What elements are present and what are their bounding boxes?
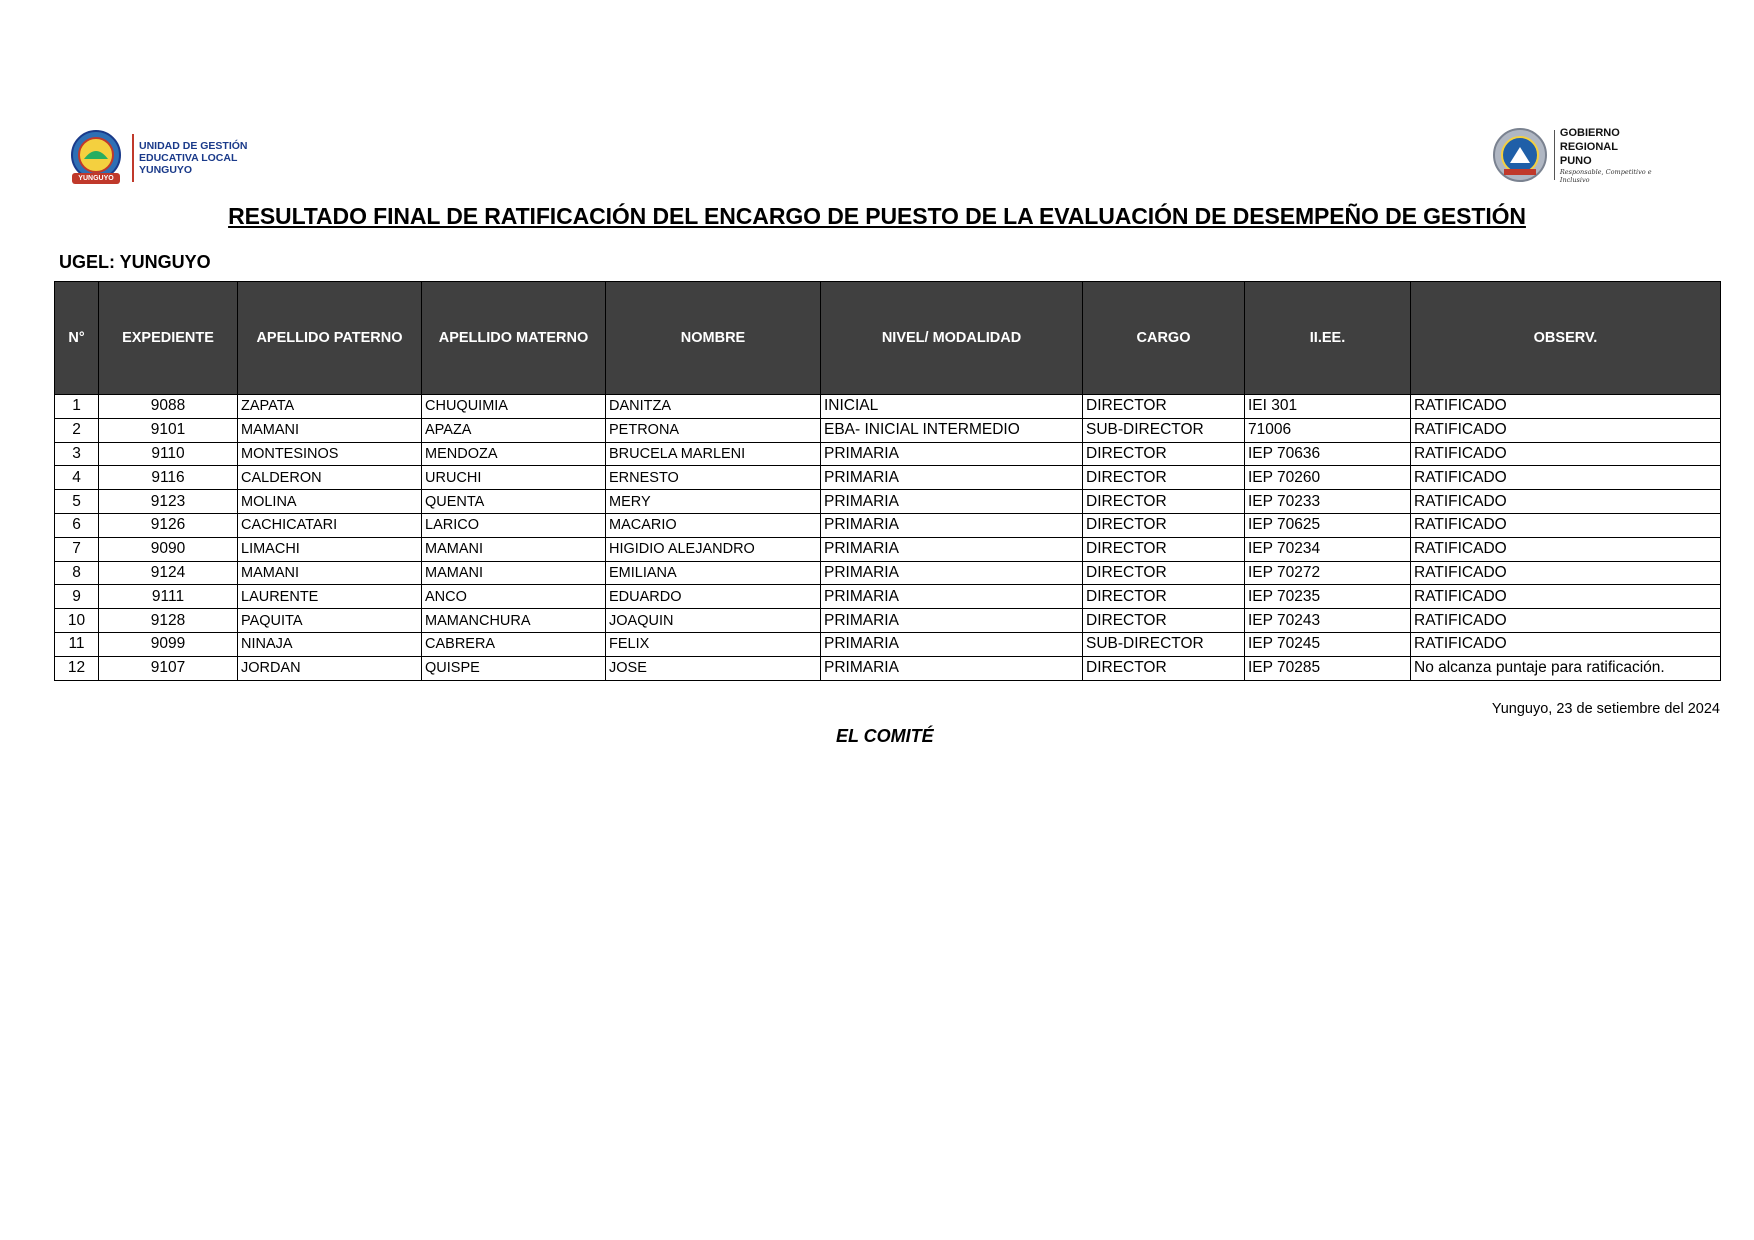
cell-n: 10 [55,609,99,633]
date-line: Yunguyo, 23 de setiembre del 2024 [1491,701,1720,717]
cell-iiee: IEP 70285 [1245,656,1411,680]
cell-iiee: IEP 70233 [1245,490,1411,514]
cell-n: 9 [55,585,99,609]
cell-cargo: DIRECTOR [1083,561,1245,585]
cell-iiee: 71006 [1245,418,1411,442]
table-row [55,656,1721,680]
results-table [54,281,1721,681]
cell-apellido-paterno: MAMANI [238,418,422,442]
cell-apellido-materno: LARICO [422,513,606,537]
gobierno-logo-line-2: REGIONAL [1559,141,1618,153]
col-header-observ: OBSERV. [1411,282,1721,395]
cell-nombre: PETRONA [606,418,821,442]
cell-apellido-paterno: PAQUITA [238,609,422,633]
cell-nivel-modalidad: PRIMARIA [821,537,1083,561]
cell-nivel-modalidad: EBA- INICIAL INTERMEDIO [821,418,1083,442]
cell-expediente: 9126 [99,513,238,537]
cell-nombre: ERNESTO [606,466,821,490]
cell-nombre: MACARIO [606,513,821,537]
cell-apellido-materno: APAZA [422,418,606,442]
cell-n: 3 [55,442,99,466]
cell-observ: RATIFICADO [1411,632,1721,656]
cell-iiee: IEP 70272 [1245,561,1411,585]
table-row [55,632,1721,656]
cell-cargo: DIRECTOR [1083,466,1245,490]
cell-nombre: JOSE [606,656,821,680]
table-row [55,395,1721,419]
cell-apellido-paterno: MOLINA [238,490,422,514]
cell-expediente: 9116 [99,466,238,490]
gobierno-logo-line-1: GOBIERNO [1559,127,1620,139]
cell-expediente: 9123 [99,490,238,514]
cell-nivel-modalidad: PRIMARIA [821,466,1083,490]
table-row [55,561,1721,585]
cell-nivel-modalidad: PRIMARIA [821,656,1083,680]
cell-apellido-paterno: CACHICATARI [238,513,422,537]
ugel-logo [66,128,266,188]
col-header-expediente: EXPEDIENTE [99,282,238,395]
cell-observ: RATIFICADO [1411,395,1721,419]
cell-apellido-paterno: MAMANI [238,561,422,585]
ugel-label: UGEL: YUNGUYO [59,252,211,272]
col-header-apellido-materno: APELLIDO MATERNO [422,282,606,395]
cell-nivel-modalidad: PRIMARIA [821,561,1083,585]
cell-nivel-modalidad: PRIMARIA [821,585,1083,609]
cell-nombre: DANITZA [606,395,821,419]
cell-nombre: HIGIDIO ALEJANDRO [606,537,821,561]
cell-observ: No alcanza puntaje para ratificación. [1411,656,1721,680]
cell-apellido-materno: CHUQUIMIA [422,395,606,419]
cell-observ: RATIFICADO [1411,490,1721,514]
cell-apellido-paterno: MONTESINOS [238,442,422,466]
gobierno-logo-slogan: Responsable, Competitivo e Inclusivo [1559,168,1652,184]
cell-observ: RATIFICADO [1411,609,1721,633]
cell-expediente: 9110 [99,442,238,466]
cell-nivel-modalidad: PRIMARIA [821,490,1083,514]
col-header-cargo: CARGO [1083,282,1245,395]
ugel-seal-ribbon-text: YUNGUYO [78,175,114,182]
table-body [55,395,1721,681]
cell-expediente: 9088 [99,395,238,419]
table-row [55,490,1721,514]
cell-observ: RATIFICADO [1411,537,1721,561]
gobierno-logo-line-3: PUNO [1559,155,1592,167]
cell-expediente: 9124 [99,561,238,585]
cell-apellido-materno: MAMANI [422,561,606,585]
cell-nombre: JOAQUIN [606,609,821,633]
cell-cargo: DIRECTOR [1083,585,1245,609]
table-header-row [55,282,1721,395]
cell-apellido-paterno: JORDAN [238,656,422,680]
cell-apellido-paterno: LIMACHI [238,537,422,561]
table-row [55,609,1721,633]
table-row [55,585,1721,609]
cell-nombre: BRUCELA MARLENI [606,442,821,466]
cell-apellido-materno: CABRERA [422,632,606,656]
cell-apellido-paterno: LAURENTE [238,585,422,609]
cell-nivel-modalidad: PRIMARIA [821,442,1083,466]
cell-nivel-modalidad: INICIAL [821,395,1083,419]
cell-expediente: 9101 [99,418,238,442]
table-row [55,442,1721,466]
ugel-seal-icon [66,129,126,187]
cell-nombre: FELIX [606,632,821,656]
cell-observ: RATIFICADO [1411,585,1721,609]
cell-expediente: 9107 [99,656,238,680]
cell-nombre: MERY [606,490,821,514]
cell-apellido-paterno: CALDERON [238,466,422,490]
cell-apellido-materno: URUCHI [422,466,606,490]
cell-nivel-modalidad: PRIMARIA [821,513,1083,537]
cell-observ: RATIFICADO [1411,561,1721,585]
table-row [55,513,1721,537]
cell-cargo: DIRECTOR [1083,442,1245,466]
cell-iiee: IEI 301 [1245,395,1411,419]
cell-iiee: IEP 70636 [1245,442,1411,466]
table-row [55,418,1721,442]
cell-n: 2 [55,418,99,442]
cell-observ: RATIFICADO [1411,466,1721,490]
cell-n: 8 [55,561,99,585]
col-header-nombre: NOMBRE [606,282,821,395]
gobierno-regional-seal-icon [1490,125,1550,185]
col-header-apellido-paterno: APELLIDO PATERNO [238,282,422,395]
cell-apellido-materno: QUENTA [422,490,606,514]
gobierno-logo-text [1560,126,1670,184]
cell-nombre: EMILIANA [606,561,821,585]
cell-n: 4 [55,466,99,490]
cell-iiee: IEP 70234 [1245,537,1411,561]
cell-iiee: IEP 70235 [1245,585,1411,609]
cell-apellido-materno: MAMANCHURA [422,609,606,633]
cell-apellido-materno: ANCO [422,585,606,609]
cell-n: 1 [55,395,99,419]
cell-cargo: SUB-DIRECTOR [1083,632,1245,656]
committee-signature: EL COMITÉ [836,726,934,746]
cell-iiee: IEP 70243 [1245,609,1411,633]
cell-apellido-paterno: NINAJA [238,632,422,656]
cell-expediente: 9111 [99,585,238,609]
ugel-logo-divider [132,134,134,182]
col-header-n: N° [55,282,99,395]
cell-apellido-materno: MENDOZA [422,442,606,466]
cell-n: 11 [55,632,99,656]
cell-n: 5 [55,490,99,514]
ugel-logo-line-3: YUNGUYO [139,164,193,176]
cell-n: 6 [55,513,99,537]
cell-iiee: IEP 70245 [1245,632,1411,656]
ugel-logo-text [139,140,248,176]
cell-expediente: 9099 [99,632,238,656]
cell-cargo: DIRECTOR [1083,395,1245,419]
cell-apellido-paterno: ZAPATA [238,395,422,419]
cell-observ: RATIFICADO [1411,442,1721,466]
cell-nivel-modalidad: PRIMARIA [821,609,1083,633]
cell-observ: RATIFICADO [1411,513,1721,537]
table-row [55,537,1721,561]
cell-cargo: DIRECTOR [1083,513,1245,537]
cell-n: 7 [55,537,99,561]
cell-iiee: IEP 70625 [1245,513,1411,537]
gobierno-regional-logo [1490,124,1670,186]
cell-iiee: IEP 70260 [1245,466,1411,490]
col-header-iiee: II.EE. [1245,282,1411,395]
ugel-logo-line-2: EDUCATIVA LOCAL [139,152,238,164]
col-header-nivel-modalidad: NIVEL/ MODALIDAD [821,282,1083,395]
cell-cargo: DIRECTOR [1083,609,1245,633]
document-title: RESULTADO FINAL DE RATIFICACIÓN DEL ENCARGO DE PUESTO DE LA EVALUACIÓN DE DESEMPEÑO DE GESTIÓN [228,203,1526,229]
cell-apellido-materno: MAMANI [422,537,606,561]
cell-observ: RATIFICADO [1411,418,1721,442]
cell-apellido-materno: QUISPE [422,656,606,680]
ugel-logo-line-1: UNIDAD DE GESTIÓN [139,140,248,152]
cell-cargo: DIRECTOR [1083,537,1245,561]
cell-cargo: DIRECTOR [1083,490,1245,514]
table-row [55,466,1721,490]
cell-cargo: DIRECTOR [1083,656,1245,680]
cell-nivel-modalidad: PRIMARIA [821,632,1083,656]
cell-n: 12 [55,656,99,680]
cell-nombre: EDUARDO [606,585,821,609]
cell-cargo: SUB-DIRECTOR [1083,418,1245,442]
cell-expediente: 9128 [99,609,238,633]
cell-expediente: 9090 [99,537,238,561]
gobierno-logo-divider [1554,130,1555,180]
